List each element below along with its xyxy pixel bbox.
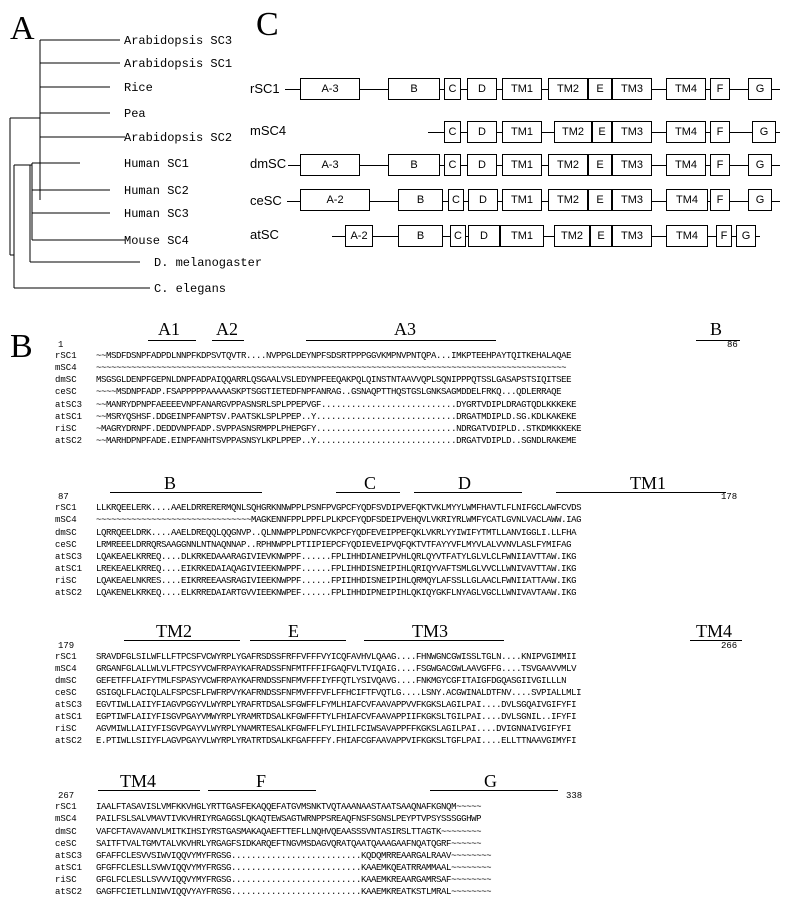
sequence-name: atSC3 (55, 700, 83, 710)
sequence-line: PAILFSLSALVMAVTIVKVHRIYRGAGGSLQKAQTEWSAGTWRNPPSREAQFNSFSGNSLPEYPTVPSYSSSGGHWP (96, 814, 482, 824)
tree-leaf-label: Arabidopsis SC1 (124, 57, 233, 71)
domain-box: G (748, 78, 772, 100)
panel-c-label: C (256, 6, 279, 43)
sequence-line: GFGFFCLESLLSVWVIQQVYMYFRGSG..........................KAAEMKQEATRRAMMAAL~~~~~~~~ (96, 863, 492, 873)
position-end: 266 (721, 641, 738, 651)
sequence-name: rSC1 (55, 802, 77, 812)
domain-box: F (716, 225, 732, 247)
sequence-line: GSIGQLFLACIQLALFSPCSFLFWFRPVYKAFRNDSSFNFMVFFFVFLFFHCIFTFVQTLG....LSNY.ACGWINALDTFNV....SVPIALLMLI (96, 688, 582, 698)
sequence-name: riSC (55, 875, 77, 885)
sequence-line: EGPTIWFLAIIYFISGVPGAYVMWYRPLYRAMRTDSALKFGWFFFTYLFHIAFCVFAAVAPPIIFKGKSLTGILPAI....DVLSGNIL..IFYFI (96, 712, 577, 722)
sequence-line: SAITFTVALTGMVTALVKVHRLYRGAGFSIDKARQEFTNGVMSDAGVQRATQAATQAAAGAAFNQATQGRF~~~~~~ (96, 839, 482, 849)
segment-label: A2 (216, 319, 238, 339)
segment-bar (306, 340, 496, 341)
sequence-line: LREKEAELKRREQ....EIKRKEDAIAQAGIVIEEKNWPPF......FPLIHHDISNEIPIHLQRIQYVAFTSMLGLVVCLLWNIVAVTTAW.IKG (96, 564, 577, 574)
sequence-line: SRAVDFGLSILWFLLFTPCSFVCWYRPLYGAFRSDSSFRFFVFFFVYICQFAVHVLQAAG....FHNWGNCGWISSLTGLN....KNIPVGIMMII (96, 652, 577, 662)
domain-box: B (388, 154, 440, 176)
position-start: 179 (58, 641, 75, 651)
sequence-name: atSC1 (55, 412, 83, 422)
sequence-line: LQAKENELKRKEQ....ELKRREDAIARTGVVIEEKNWPEF......FPLIHHDIPNEIPIHLQKIQYGKFLNYAGLVGCLLWNIVAVTAAW.IKG (96, 588, 577, 598)
segment-bar (212, 340, 244, 341)
sequence-name: rSC1 (55, 351, 77, 361)
position-start: 267 (58, 791, 75, 801)
segment-bar (98, 790, 200, 791)
sequence-name: atSC1 (55, 863, 83, 873)
domain-box: B (388, 78, 440, 100)
sequence-name: dmSC (55, 676, 77, 686)
sequence-line: LQAKEAELNKRES....EIKRREEAASRAGIVIEEKNWPPF......FPIIHHDISNEIPIHLQRMQYLAFSSLLGLAACLFWNIIATTAAW.IKG (96, 576, 577, 586)
segment-label: A1 (158, 319, 180, 339)
sequence-name: ceSC (55, 839, 77, 849)
domain-box: B (398, 225, 443, 247)
panel-a-label: A (10, 10, 35, 47)
segment-bar (208, 790, 316, 791)
segment-label: TM4 (120, 771, 156, 791)
domain-box: E (590, 225, 612, 247)
segment-label: B (710, 319, 723, 339)
domain-box: C (448, 189, 464, 211)
domain-box: TM3 (612, 78, 652, 100)
sequence-line: IAALFTASAVISLVMFKKVHGLYRTTGASFEKAQQEFATGVMSNKTVQTAAANAASTAATSAAQNAFKGNQM~~~~~ (96, 802, 482, 812)
segment-bar (336, 492, 400, 493)
domain-box: B (398, 189, 443, 211)
sequence-line: AGVMIWLLAIIYFISGVPGAYVLWYRPLYNAMRTESALKFGWFFLFYLIHILFCIWSAVAPPFFKGKSLAGILPAI....DVIGNNAIVGIFYFI (96, 724, 572, 734)
segment-label: TM3 (412, 621, 448, 641)
segment-label: C (364, 473, 377, 493)
domain-box: E (588, 154, 612, 176)
sequence-name: dmSC (55, 827, 77, 837)
sequence-line: MSGSGLDENPFGEPNLDNPFADPAIQQARRLQSGAALVSLEDYNPFEEQAKPQLQINSTNTAAVVQPLSQNIPPPQTSSLGASAPSTSIQITSEE (96, 375, 572, 385)
segment-bar (430, 790, 558, 791)
segment-bar (148, 340, 196, 341)
segment-bar (414, 492, 522, 493)
domain-box: TM3 (612, 121, 652, 143)
panel-b-label: B (10, 328, 33, 365)
domain-box: F (710, 121, 730, 143)
sequence-name: riSC (55, 576, 77, 586)
sequence-name: ceSC (55, 688, 77, 698)
domain-box: E (588, 78, 612, 100)
sequence-name: ceSC (55, 387, 77, 397)
domain-box: D (467, 78, 497, 100)
domain-row-label: mSC4 (250, 123, 287, 138)
tree-leaf-label: Pea (124, 107, 146, 121)
position-end: 178 (721, 492, 738, 502)
sequence-line: ~~~~~~~~~~~~~~~~~~~~~~~~~~~~~~~MAGKENNFPPLPPFLPLKPCFYQDFSDEIPVEHQVLVKRIYRLWMFYCATLGVNLVACLAWW.IAG (96, 515, 582, 525)
position-end: 86 (727, 340, 738, 350)
domain-box: A-2 (345, 225, 373, 247)
sequence-line: ~~MARHDPNPFADE.EINPFANHTSVPPASNSYLKPLPPEP..Y............................DRGATVDIPLD..SGNDLRAKEME (96, 436, 577, 446)
domain-box: A-3 (300, 154, 360, 176)
sequence-name: mSC4 (55, 664, 77, 674)
sequence-name: dmSC (55, 528, 77, 538)
sequence-line: E.PTIWLLSIIYFLAGVPGAYVLWYRPLYRATRTDSALKFGAFFFFY.FHIAFCGFAAVAPPVIFKGKSLTGFLPAI....ELLTTNAAVGIMYFI (96, 736, 577, 746)
tree-leaf-label: Human SC3 (124, 207, 189, 221)
domain-box: F (710, 154, 730, 176)
domain-box: G (736, 225, 756, 247)
domain-box: C (450, 225, 466, 247)
tree-leaf-label: Arabidopsis SC3 (124, 34, 233, 48)
sequence-line: ~~MSRYQSHSF.DDGEINPFANPTSV.PAATSKLSPLPPEP..Y............................DRGATMDIPLD.SG.KDLKAKEKE (96, 412, 577, 422)
segment-bar (124, 640, 240, 641)
domain-box: A-3 (300, 78, 360, 100)
domain-box: C (444, 154, 461, 176)
sequence-name: atSC2 (55, 436, 83, 446)
domain-box: D (468, 225, 500, 247)
sequence-line: GFAFFCLESVVSIWVIQQVYMYFRGSG..........................KQDQMRREAARGALRAAV~~~~~~~~ (96, 851, 492, 861)
domain-box: TM3 (612, 154, 652, 176)
sequence-name: atSC1 (55, 712, 83, 722)
domain-box: TM2 (554, 121, 592, 143)
sequence-name: ceSC (55, 540, 77, 550)
segment-label: A3 (394, 319, 416, 339)
segment-label: D (458, 473, 471, 493)
sequence-name: atSC2 (55, 588, 83, 598)
domain-box: TM2 (548, 154, 588, 176)
segment-label: G (484, 771, 497, 791)
domain-box: TM2 (548, 78, 588, 100)
segment-label: F (256, 771, 267, 791)
domain-box: TM1 (502, 154, 542, 176)
sequence-line: ~~~~~~~~~~~~~~~~~~~~~~~~~~~~~~~~~~~~~~~~~~~~~~~~~~~~~~~~~~~~~~~~~~~~~~~~~~~~~~~~~~~~~~~~~~~~~~ (96, 363, 567, 373)
segment-label: TM2 (156, 621, 192, 641)
tree-leaf-label: D. melanogaster (154, 256, 263, 270)
sequence-line: GRGANFGLALLWLVLFTPCSYVCWFRPAYKAFRADSSFNFMTFFFIFGAQFVLTVIQAIG....FSGWGACGWLAAVGFFG....TSVGAAVVMLV (96, 664, 577, 674)
sequence-line: GAGFFCIETLLNIWVIQQVYAYFRGSG..........................KAAEMKREATKSTLMRAL~~~~~~~~ (96, 887, 492, 897)
domain-box: A-2 (300, 189, 370, 211)
domain-box: TM1 (500, 225, 544, 247)
tree-leaf-label: Arabidopsis SC2 (124, 131, 233, 145)
domain-row-label: dmSC (250, 156, 287, 171)
sequence-line: LQRRQEELDRK....AAELDREQQLQQGNVP..QLNNWPPLPDNFCVKPCFYQDFEVEIPPEFQKLVKRLYYIWIFYTMTLLANVIGGLI.LLFHA (96, 528, 577, 538)
sequence-line: GFGLFCLESLLSVVVIQQVYMYFRGSG..........................KAAEMKREAARGAMRSAF~~~~~~~~ (96, 875, 492, 885)
domain-row-label: ceSC (250, 193, 282, 208)
domain-box: TM2 (548, 189, 588, 211)
sequence-line: ~~MSDFDSNPFADPDLNNPFKDPSVTQVTR....NVPPGLDEYNPFSDSRTPPPGGVKMPNVPNTQPA...IMKPTEEHPAYTQITKEHALAQAE (96, 351, 572, 361)
sequence-name: riSC (55, 724, 77, 734)
domain-box: TM3 (612, 189, 652, 211)
domain-box: TM1 (502, 78, 542, 100)
segment-label: TM1 (630, 473, 666, 493)
domain-box: D (467, 154, 497, 176)
domain-box: TM4 (666, 189, 708, 211)
domain-box: TM1 (502, 189, 542, 211)
domain-box: E (588, 189, 612, 211)
domain-box: D (467, 121, 497, 143)
sequence-name: rSC1 (55, 652, 77, 662)
domain-box: C (444, 121, 461, 143)
tree-leaf-label: Rice (124, 81, 153, 95)
sequence-line: VAFCFTAVAVANVLMITKIHSIYRSTGASMAKAQAEFTTEFLLNQHVQEAASSSVNTASIRSLTTAGTK~~~~~~~~ (96, 827, 482, 837)
domain-row-label: rSC1 (250, 81, 280, 96)
segment-bar (556, 492, 726, 493)
tree-leaf-label: C. elegans (154, 282, 227, 296)
domain-box: TM4 (666, 154, 706, 176)
sequence-name: mSC4 (55, 363, 77, 373)
sequence-line: ~~~~MSDNPFADP.FSAPPPPPAAAAASKPTSGGTIETEDFNPFANRAG..GSNAQPTTHQSTGSLGNKSAGMDDELFRKQ...QDLERRAQE (96, 387, 562, 397)
position-end: 338 (566, 791, 583, 801)
sequence-name: mSC4 (55, 515, 77, 525)
sequence-name: dmSC (55, 375, 77, 385)
segment-label: E (288, 621, 299, 641)
domain-box: TM1 (502, 121, 542, 143)
sequence-line: ~MAGRYDRNPF.DEDDVNPFADP.SVPPASNSRMPPLPHEPGFY............................NDRGATVDIPLD..STKDMKKKEKE (96, 424, 582, 434)
sequence-name: rSC1 (55, 503, 77, 513)
sequence-name: riSC (55, 424, 77, 434)
domain-box: C (444, 78, 461, 100)
sequence-line: EGVTIWLLAIIYFIAGVPGGYVLWYRPLYRAFRTDSALSFGWFFLFYMLHIAFCVFAAVAPPVVFKGKSLAGILPAI....DVLSGQAIVGIFYFI (96, 700, 577, 710)
sequence-line: ~~MANRYDPNPFAEEEEVNPFANARGVPPASNSRLSPLPPEPVGF...........................DYGRTVDIPLDRAGTQDLKKKEKE (96, 400, 577, 410)
domain-box: G (748, 154, 772, 176)
domain-box: E (592, 121, 612, 143)
segment-label: TM4 (696, 621, 732, 641)
sequence-name: atSC2 (55, 736, 83, 746)
segment-label: B (164, 473, 177, 493)
sequence-name: atSC3 (55, 851, 83, 861)
segment-bar (250, 640, 346, 641)
domain-box: TM2 (554, 225, 590, 247)
domain-box: G (748, 189, 772, 211)
sequence-name: atSC1 (55, 564, 83, 574)
segment-bar (110, 492, 262, 493)
sequence-line: LLKRQEELERK....AAELDRRERERMQNLSQHGRKNNWPPLPSNFPVGPCFYQDFSVDIPVEFQKTVKLMYYLWMFHAVTLFLNIFGCLAWFCVDS (96, 503, 582, 513)
tree-leaf-label: Mouse SC4 (124, 234, 189, 248)
domain-row-label: atSC (250, 227, 279, 242)
sequence-line: LQAKEAELKRREQ....DLKRKEDAAARAGIVIEVKNWPPF......FPLIHHDIANEIPVHLQRLQYVTFATYLGLVLCLFWNIIAVTTAW.IKG (96, 552, 577, 562)
domain-box: F (710, 78, 730, 100)
domain-box: F (710, 189, 730, 211)
sequence-name: atSC3 (55, 400, 83, 410)
position-start: 87 (58, 492, 69, 502)
domain-box: TM3 (612, 225, 652, 247)
sequence-line: LRMREEELDRRQRSAAGGNNLNTNAQNNAP..RPHNWPPLPTIIPIEPCFYQDIEVEIPVQFQKTVTFAYYVFLMYVLALVVNVLASLFYMIFAG (96, 540, 572, 550)
segment-bar (364, 640, 504, 641)
domain-box: TM4 (666, 78, 706, 100)
domain-box: G (752, 121, 776, 143)
tree-leaf-label: Human SC2 (124, 184, 189, 198)
sequence-name: atSC2 (55, 887, 83, 897)
domain-box: TM4 (666, 121, 706, 143)
domain-box: D (468, 189, 498, 211)
sequence-name: mSC4 (55, 814, 77, 824)
position-start: 1 (58, 340, 64, 350)
sequence-line: GEFETFFLAIFYTMLFSPASYVCWFRPAYKAFRNDSSFNFMVFFFIYFFQTLYSIVQAVG....FNKMGYCGFITAIGFDGQASGIIVGILLLN (96, 676, 567, 686)
sequence-name: atSC3 (55, 552, 83, 562)
tree-leaf-label: Human SC1 (124, 157, 189, 171)
domain-box: TM4 (666, 225, 708, 247)
